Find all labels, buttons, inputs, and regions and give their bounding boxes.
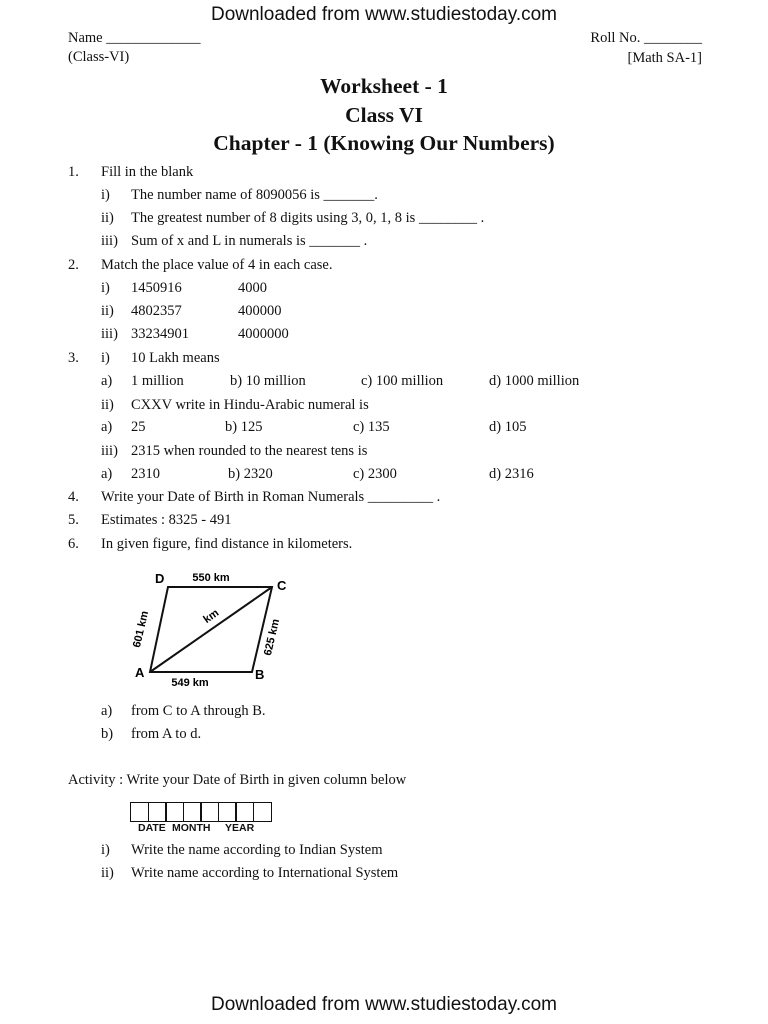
option-a: 2310	[131, 466, 160, 482]
roll-number-field: Roll No. ________	[590, 30, 702, 46]
question-text: Fill in the blank	[101, 164, 194, 180]
item-text: Sum of x and L in numerals is _______ .	[131, 233, 368, 249]
item-label: ii)	[101, 397, 114, 413]
item-text: 2315 when rounded to the nearest tens is	[131, 443, 368, 459]
dob-boxes	[130, 802, 272, 822]
question-4-text: Write your Date of Birth in Roman Numerals _________ .	[101, 489, 441, 505]
match-number: 4802357	[131, 303, 182, 319]
item-label: iii)	[101, 233, 118, 249]
option-d: d) 2316	[489, 466, 534, 482]
class-title: Class VI	[345, 103, 423, 127]
item-label: a)	[101, 703, 113, 719]
vertex-d: D	[155, 571, 165, 586]
subject-label: [Math SA-1]	[627, 50, 702, 66]
parallelogram-figure	[120, 566, 300, 692]
dob-box	[218, 802, 237, 822]
worksheet-title: Worksheet - 1	[320, 74, 448, 98]
vertex-c: C	[277, 578, 287, 593]
edge-label-right: 625 km	[262, 617, 283, 657]
item-text: 10 Lakh means	[131, 350, 220, 366]
item-label: ii)	[101, 303, 114, 319]
item-text: from C to A through B.	[131, 703, 266, 719]
option-b: b) 10 million	[230, 373, 306, 389]
question-number: 4.	[68, 489, 79, 505]
dob-box	[200, 802, 219, 822]
item-label: i)	[101, 280, 110, 296]
name-field: Name _____________	[68, 30, 201, 46]
item-text: Write name according to International System	[131, 865, 399, 881]
item-label: iii)	[101, 443, 118, 459]
option-label: a)	[101, 373, 113, 389]
question-text: Match the place value of 4 in each case.	[101, 257, 333, 273]
chapter-title: Chapter - 1 (Knowing Our Numbers)	[213, 131, 555, 155]
vertex-a: A	[135, 665, 145, 680]
dob-box	[183, 802, 202, 822]
dob-box	[130, 802, 149, 822]
edge-label-bottom: 549 km	[171, 677, 209, 689]
question-number: 2.	[68, 257, 79, 273]
question-6-text: In given figure, find distance in kilometers.	[101, 536, 353, 552]
question-number: 5.	[68, 512, 79, 528]
option-c: c) 100 million	[361, 373, 444, 389]
activity-text: Activity : Write your Date of Birth in given column below	[68, 772, 407, 788]
option-d: d) 105	[489, 419, 527, 435]
dob-box	[235, 802, 254, 822]
download-banner-bottom: Downloaded from www.studiestoday.com	[210, 994, 558, 1015]
place-value: 400000	[238, 303, 282, 319]
item-label: b)	[101, 726, 114, 742]
item-label: i)	[101, 842, 110, 858]
dob-box	[165, 802, 184, 822]
edge-label-diagonal: km	[201, 607, 222, 627]
question-5-text: Estimates : 8325 - 491	[101, 512, 232, 528]
download-banner-top: Downloaded from www.studiestoday.com	[210, 4, 558, 25]
option-c: c) 2300	[353, 466, 397, 482]
dob-box	[253, 802, 272, 822]
item-text: The greatest number of 8 digits using 3, 0, 1, 8 is ________ .	[131, 210, 485, 226]
item-label: ii)	[101, 210, 114, 226]
question-number: 3.	[68, 350, 79, 366]
question-number: 1.	[68, 164, 79, 180]
item-label: iii)	[101, 326, 118, 342]
edge-label-top: 550 km	[192, 572, 230, 584]
item-label: i)	[101, 350, 110, 366]
dob-box	[148, 802, 167, 822]
option-d: d) 1000 million	[489, 373, 580, 389]
place-value: 4000000	[238, 326, 289, 342]
option-label: a)	[101, 419, 113, 435]
dob-month-label: MONTH	[172, 822, 211, 834]
option-a: 25	[131, 419, 146, 435]
diagonal-ac	[150, 587, 272, 672]
question-number: 6.	[68, 536, 79, 552]
dob-date-label: DATE	[138, 822, 166, 834]
item-label: i)	[101, 187, 110, 203]
option-label: a)	[101, 466, 113, 482]
item-text: from A to d.	[131, 726, 202, 742]
option-b: b) 2320	[228, 466, 273, 482]
class-label: (Class-VI)	[68, 49, 130, 65]
item-text: CXXV write in Hindu-Arabic numeral is	[131, 397, 369, 413]
dob-year-label: YEAR	[225, 822, 255, 834]
option-c: c) 135	[353, 419, 390, 435]
vertex-b: B	[255, 667, 265, 682]
item-label: ii)	[101, 865, 114, 881]
edge-label-left: 601 km	[131, 609, 152, 649]
match-number: 1450916	[131, 280, 182, 296]
item-text: The number name of 8090056 is _______.	[131, 187, 378, 203]
option-a: 1 million	[131, 373, 184, 389]
match-number: 33234901	[131, 326, 189, 342]
option-b: b) 125	[225, 419, 263, 435]
item-text: Write the name according to Indian System	[131, 842, 383, 858]
place-value: 4000	[238, 280, 267, 296]
